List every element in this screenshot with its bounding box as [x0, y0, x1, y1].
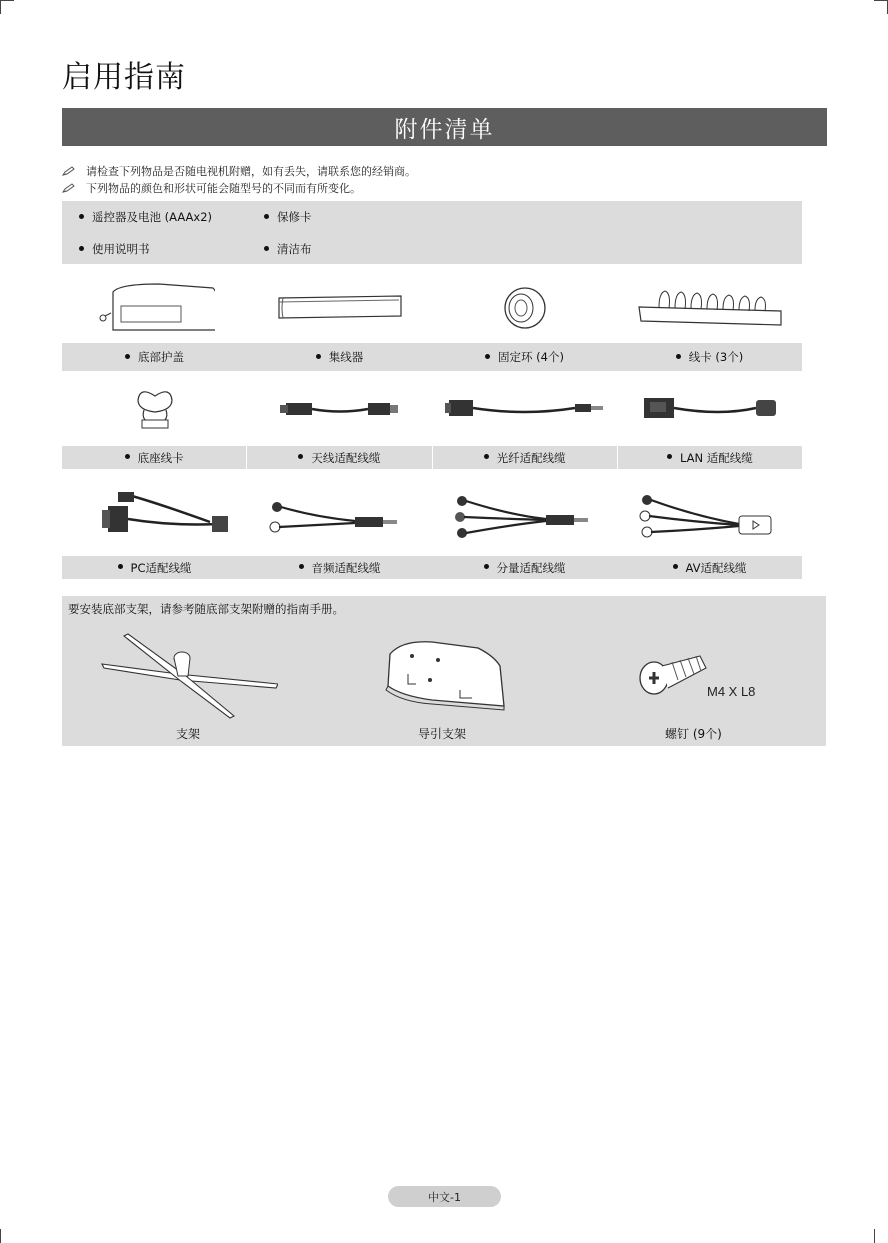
page-number: 中文-1 — [388, 1186, 501, 1207]
bullet-icon — [79, 246, 84, 251]
bullet-icon — [118, 564, 123, 569]
item-label: 底座线卡 — [62, 446, 246, 469]
item-label: 天线适配线缆 — [246, 446, 431, 469]
crop-mark — [0, 0, 1, 14]
bullet-icon — [316, 354, 321, 359]
lan-cable-image — [617, 376, 802, 442]
page-title: 启用指南 — [62, 60, 186, 95]
bullet-icon — [298, 454, 303, 459]
pencil-icon — [62, 183, 76, 193]
label-bar — [62, 446, 802, 469]
bullet-icon — [79, 214, 84, 219]
note-text: 下列物品的颜色和形状可能会随型号的不同而有所变化。 — [86, 182, 361, 195]
item-label: LAN 适配线缆 — [617, 446, 802, 469]
bullet-icon — [484, 564, 489, 569]
cover-bottom-image — [62, 272, 247, 340]
bullet-icon — [264, 214, 269, 219]
guide-stand-image — [382, 636, 512, 716]
item-label: 固定环 (4个) — [432, 343, 617, 371]
guide-stand-label: 导引支架 — [418, 727, 467, 741]
stand-section — [62, 596, 826, 746]
note-line — [62, 180, 361, 196]
holder-wire-image — [247, 272, 432, 340]
standard-items-box — [62, 201, 802, 264]
bullet-icon — [125, 454, 130, 459]
list-item: 保修卡 — [264, 209, 312, 225]
av-cable-image — [617, 478, 802, 554]
item-label: AV适配线缆 — [617, 556, 802, 579]
crop-mark — [0, 1229, 1, 1243]
crop-mark — [874, 0, 888, 1]
label-bar — [62, 343, 802, 371]
holder-ring-image — [432, 272, 617, 340]
image-row — [62, 272, 802, 340]
list-item: 遥控器及电池 (AAAx2) — [79, 209, 212, 225]
note-line — [62, 163, 416, 179]
section-header — [62, 108, 827, 146]
bullet-icon — [264, 246, 269, 251]
list-item: 清洁布 — [264, 241, 312, 257]
screw-label: 螺钉 (9个) — [665, 727, 722, 741]
crop-mark — [0, 0, 14, 1]
component-cable-image — [432, 478, 617, 554]
stand-cable-tie-image — [62, 376, 247, 442]
bullet-icon — [299, 564, 304, 569]
item-label: 底部护盖 — [62, 343, 247, 371]
stand-note: 要安装底部支架，请参考随底部支架附赠的指南手册。 — [68, 602, 344, 616]
item-label: 集线器 — [247, 343, 432, 371]
screw-image — [638, 650, 708, 700]
optical-cable-image — [432, 376, 617, 442]
crop-mark — [874, 1229, 875, 1243]
bullet-icon — [667, 454, 672, 459]
image-row — [62, 478, 802, 554]
item-label: 线卡 (3个) — [617, 343, 802, 371]
bullet-icon — [485, 354, 490, 359]
audio-cable-image — [247, 478, 432, 554]
section-title: 附件清单 — [394, 116, 495, 143]
antenna-cable-image — [247, 376, 432, 442]
image-row — [62, 376, 802, 442]
bullet-icon — [673, 564, 678, 569]
item-label: 光纤适配线缆 — [432, 446, 617, 469]
item-label: 音频适配线缆 — [247, 556, 432, 579]
pencil-icon — [62, 166, 76, 176]
list-item: 使用说明书 — [79, 241, 150, 257]
item-label: 分量适配线缆 — [432, 556, 617, 579]
bullet-icon — [484, 454, 489, 459]
pc-cable-image — [62, 478, 247, 554]
cable-tie-image — [617, 272, 802, 340]
bullet-icon — [125, 354, 130, 359]
stand-label: 支架 — [176, 727, 201, 741]
screw-spec: M4 X L8 — [707, 684, 756, 699]
bullet-icon — [676, 354, 681, 359]
label-bar — [62, 556, 802, 579]
item-label: PC适配线缆 — [62, 556, 247, 579]
stand-image — [98, 630, 278, 720]
note-text: 请检查下列物品是否随电视机附赠，如有丢失，请联系您的经销商。 — [86, 165, 416, 178]
